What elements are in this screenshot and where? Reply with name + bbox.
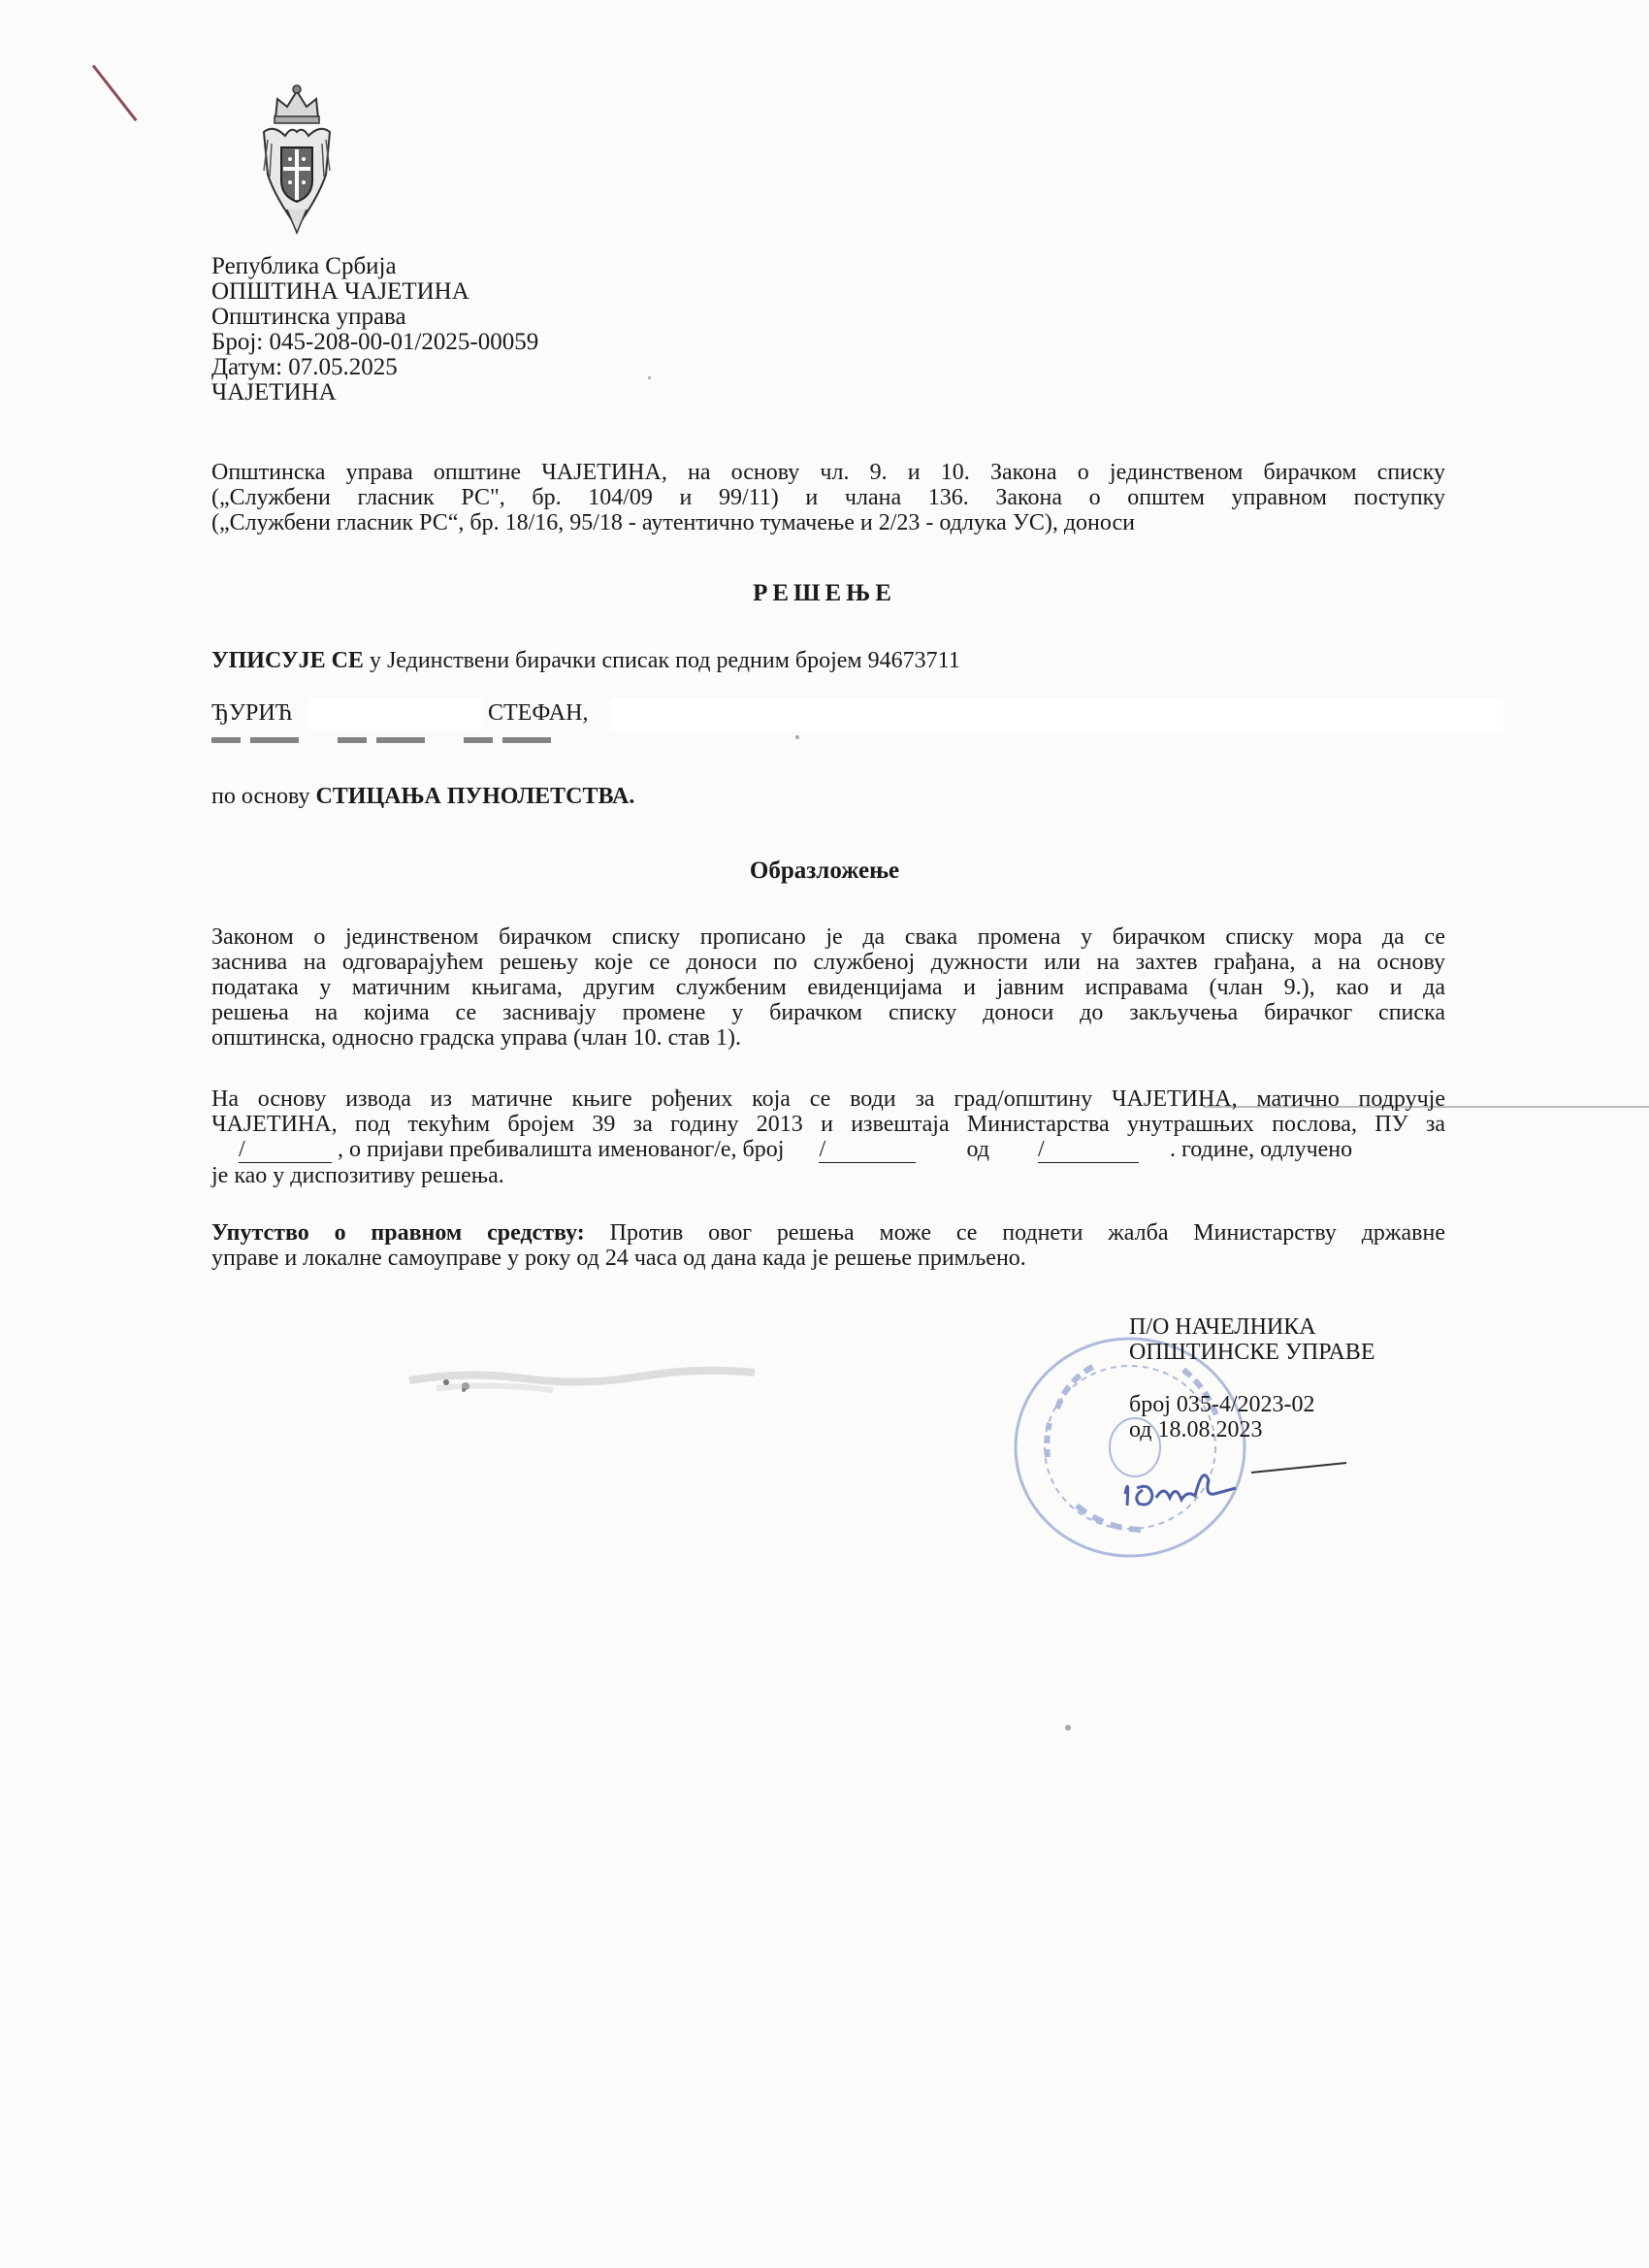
reasoning-line: На основу извода из матичне књиге рођених која се води за град/општину ЧАЈЕТИНА, матично подручје	[211, 1086, 1445, 1112]
document-date: Датум: 07.05.2025	[211, 354, 398, 380]
country-name: Република Србија	[211, 253, 397, 279]
intro-line: („Службени гласник РС", бр. 104/09 и 99/11) и члана 136. Закона о општем управном поступку	[211, 485, 1445, 510]
issuer-place: ЧАЈЕТИНА	[211, 379, 337, 405]
person-given-name: СТЕФАН,	[488, 700, 589, 726]
signatory-block	[1129, 1314, 1374, 1442]
scan-speck	[795, 735, 799, 739]
reasoning-text: , о пријави пребивалишта именованог/е, број	[338, 1137, 785, 1162]
scan-speck	[462, 1382, 469, 1390]
reasoning-paragraph-1	[211, 924, 1445, 1051]
redaction	[308, 698, 483, 729]
basis-bold: СТИЦАЊА ПУНОЛЕТСТВА.	[315, 784, 635, 809]
scan-speck	[1065, 1725, 1071, 1731]
intro-paragraph	[211, 460, 1445, 535]
intro-line: Општинска управа општине ЧАЈЕТИНА, на основу чл. 9. и 10. Закона о јединственом бирачком списку	[211, 460, 1445, 485]
issuer-header	[211, 254, 538, 405]
reasoning-line: општинска, односно градска управа (члан 10. став 1).	[211, 1025, 741, 1051]
signatory-title: П/О НАЧЕЛНИКА	[1129, 1314, 1316, 1340]
intro-line: („Службени гласник РС“, бр. 18/16, 95/18 - аутентично тумачење и 2/23 - одлука УС), доноси	[211, 510, 1135, 535]
handwritten-signature	[1106, 1445, 1397, 1523]
police-unit-blank: /	[239, 1137, 332, 1163]
reasoning-line: решења на којима се заснивају промене у бирачком списку доноси до закључења бирачког списка	[211, 1000, 1445, 1025]
pen-mark	[92, 65, 138, 122]
decision-title: РЕШЕЊЕ	[753, 580, 896, 606]
basis-statement	[211, 784, 634, 810]
reasoning-line: је као у диспозитиву решења.	[211, 1163, 504, 1188]
reasoning-line: података у матичним књигама, другим службеним евиденцијама и јавним исправама (члан 9.), као и да	[211, 975, 1445, 1000]
reasoning-text: . године, одлучено	[1169, 1137, 1353, 1162]
enrollment-text: у Јединствени бирачки списак под редним бројем 94673711	[369, 648, 960, 673]
scan-speck	[648, 376, 651, 379]
registration-date-blank: /	[1038, 1137, 1139, 1163]
cutoff-text-line	[211, 737, 580, 743]
reasoning-line-blanks	[211, 1137, 1445, 1163]
person-surname: ЂУРИЋ	[211, 700, 293, 726]
administration-name: Општинска управа	[211, 304, 406, 330]
reasoning-line: Законом о јединственом бирачком списку прописано је да свака промена у бирачком списку мора да се	[211, 924, 1445, 950]
municipality-name: ОПШТИНА ЧАЈЕТИНА	[211, 278, 469, 305]
reasoning-line: ЧАЈЕТИНА, под текућим бројем 39 за годину 2013 и извештаја Министарства унутрашњих послова, ПУ за	[211, 1112, 1445, 1137]
reasoning-text: од	[966, 1137, 989, 1162]
basis-prefix: по основу	[211, 784, 310, 809]
registration-number-blank: /	[819, 1137, 916, 1163]
legal-remedy-paragraph	[211, 1220, 1445, 1271]
legal-remedy-label: Упутство о правном средству:	[211, 1220, 585, 1246]
enrollment-statement	[211, 648, 960, 674]
legal-remedy-line	[211, 1220, 1445, 1246]
enrollment-bold: УПИСУЈЕ СЕ	[211, 648, 364, 673]
signatory-office: ОПШТИНСКЕ УПРАВЕ	[1129, 1340, 1375, 1365]
coat-of-arms-icon	[260, 81, 334, 237]
reasoning-title: Образложење	[749, 858, 900, 884]
reasoning-paragraph-2	[211, 1086, 1445, 1188]
legal-remedy-text: Против овог решења може се поднети жалба Министарству државне	[609, 1220, 1445, 1246]
legal-remedy-line: управе и локалне самоуправе у року од 24 часа од дана када је решење примљено.	[211, 1246, 1026, 1271]
authorization-number: број 035-4/2023-02	[1129, 1392, 1315, 1417]
redaction	[611, 698, 1504, 731]
reasoning-line: заснива на одговарајућем решењу које се доноси по службеној дужности или на захтев грађана, а на основу	[211, 950, 1445, 975]
authorization-date: од 18.08.2023	[1129, 1417, 1263, 1442]
document-number: Број: 045-208-00-01/2025-00059	[211, 329, 539, 355]
scan-smudge	[407, 1363, 757, 1402]
